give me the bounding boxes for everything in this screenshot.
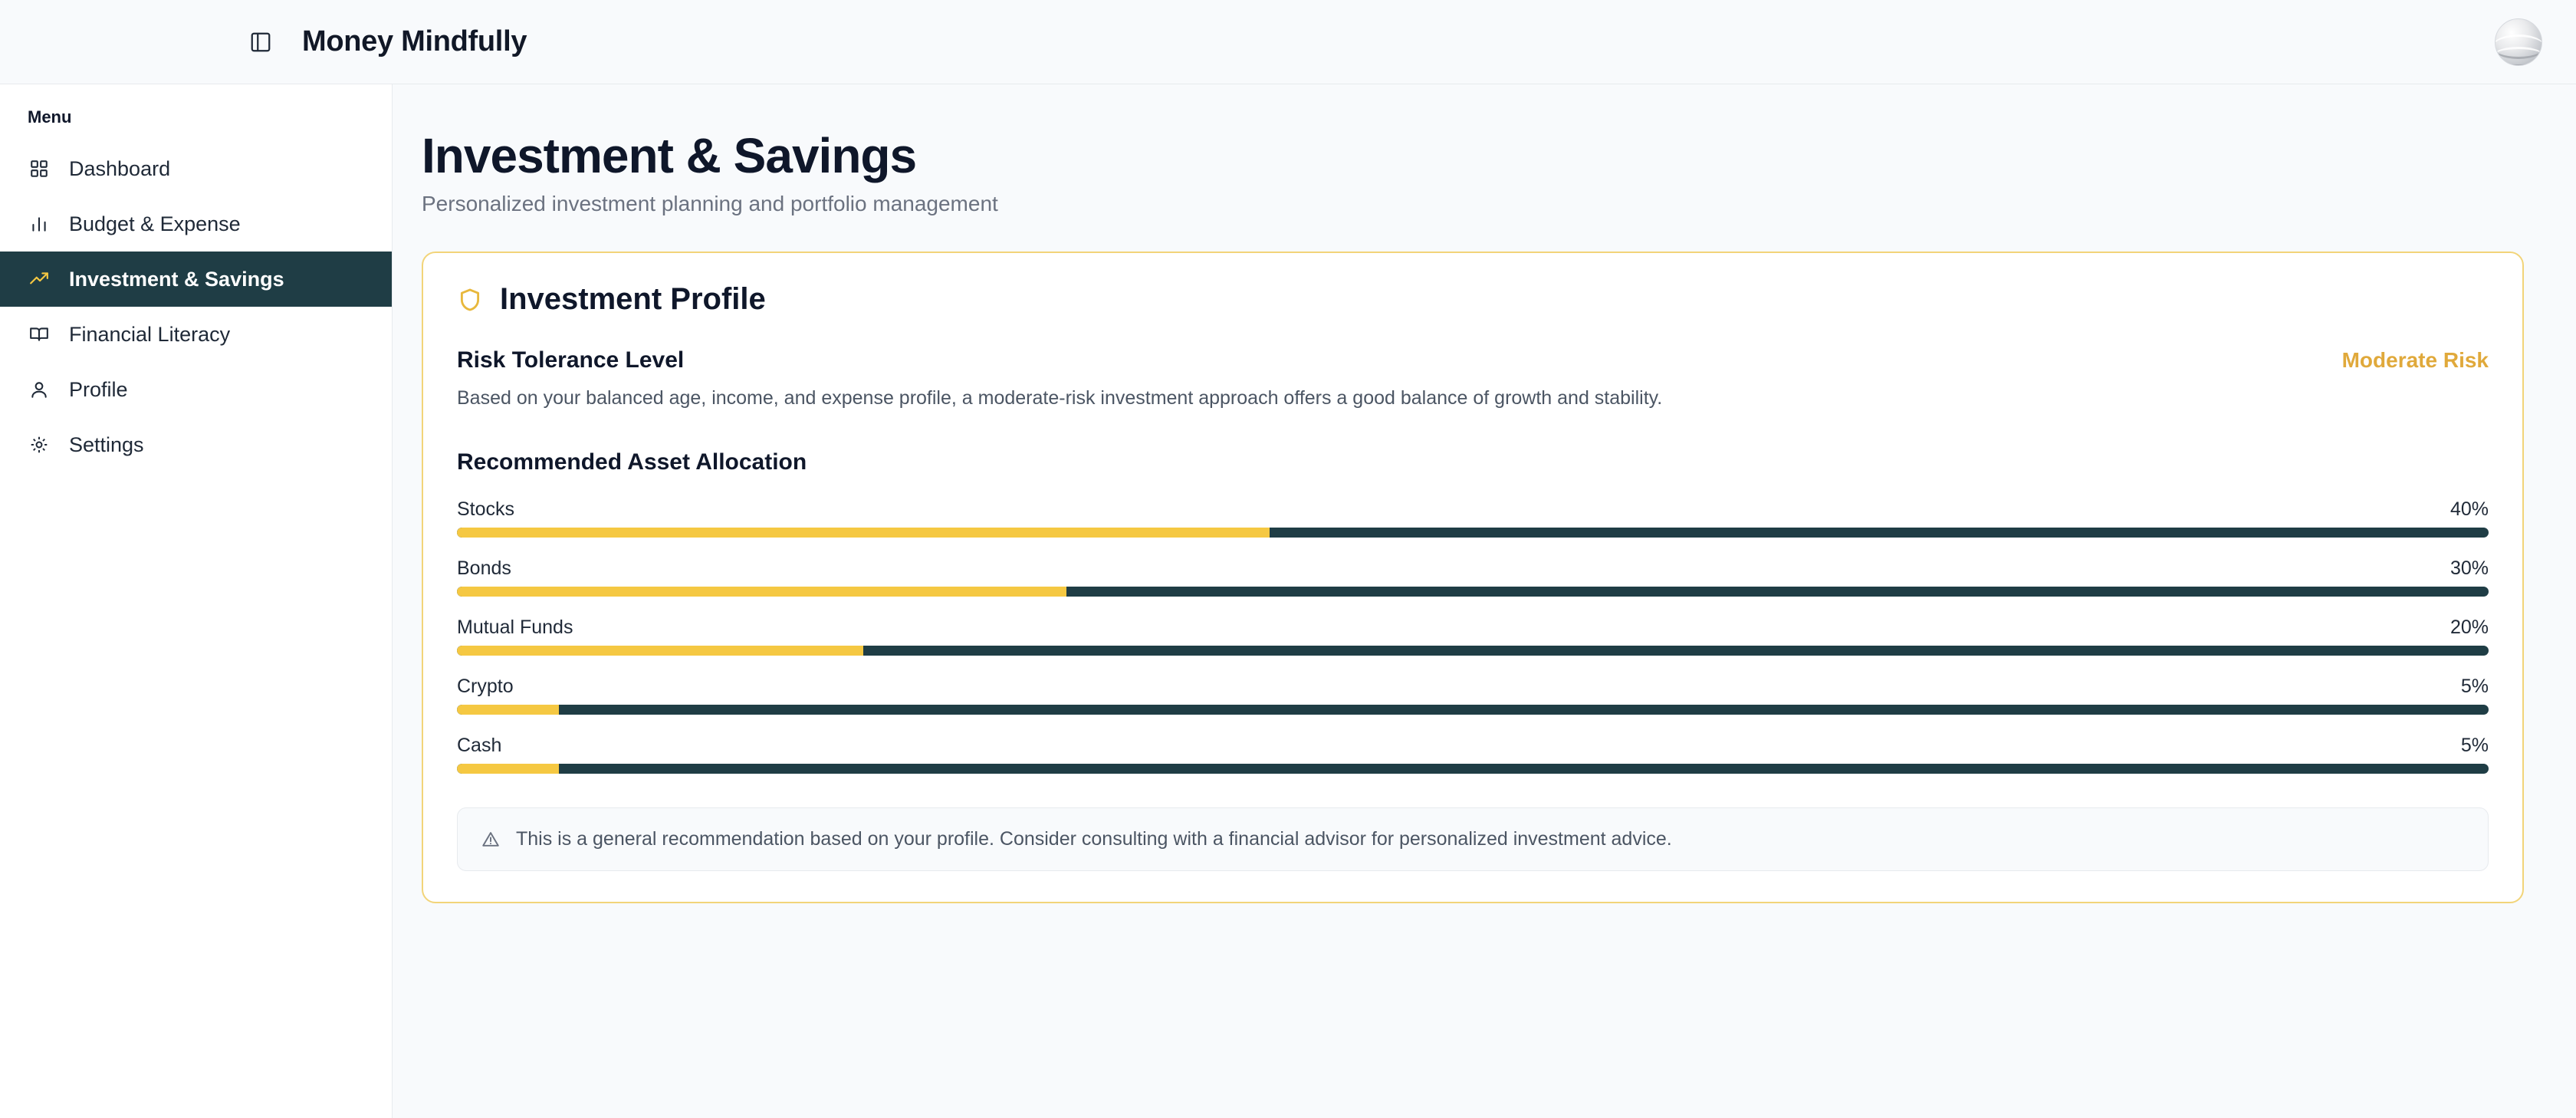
allocation-bar-track: [457, 646, 2489, 656]
sidebar-toggle-icon[interactable]: [245, 27, 276, 58]
sidebar-item-profile[interactable]: [0, 362, 392, 417]
sidebar-item-label: Investment & Savings: [69, 267, 284, 291]
grid-icon: [28, 157, 51, 180]
gear-icon: [28, 433, 51, 456]
trending-up-icon: [28, 268, 51, 291]
allocation-bar-fill: [457, 587, 1066, 597]
main-content: [393, 84, 2576, 1118]
allocation-name: Crypto: [457, 676, 514, 697]
bar-chart-icon: [28, 212, 51, 235]
sidebar: [0, 84, 393, 1118]
warning-triangle-icon: [481, 830, 501, 850]
list-item: [457, 735, 2489, 774]
investment-profile-card: [422, 252, 2524, 903]
allocation-value: 5%: [2460, 676, 2489, 697]
disclaimer-text: This is a general recommendation based on your profile. Consider consulting with a financial advisor for personalized investment advice.: [516, 828, 1672, 850]
sidebar-item-label: Settings: [69, 432, 144, 456]
allocation-name: Stocks: [457, 498, 515, 520]
list-item: [457, 676, 2489, 715]
risk-tolerance-label: Risk Tolerance Level: [457, 347, 685, 373]
sidebar-item-label: Budget & Expense: [69, 212, 241, 235]
allocation-bar-track: [457, 705, 2489, 715]
sidebar-item-label: Financial Literacy: [69, 322, 231, 346]
sidebar-nav: [0, 141, 392, 472]
app-body: [0, 84, 2576, 1118]
list-item: [457, 557, 2489, 597]
allocation-value: 20%: [2450, 617, 2489, 638]
allocation-name: Bonds: [457, 557, 511, 579]
list-item: [457, 617, 2489, 656]
allocation-bar-track: [457, 587, 2489, 597]
allocation-value: 5%: [2460, 735, 2489, 756]
allocation-bar-track: [457, 528, 2489, 538]
top-bar: [0, 0, 2576, 84]
sidebar-item-settings[interactable]: [0, 417, 392, 472]
card-header: [457, 282, 2489, 317]
sidebar-item-financial-literacy[interactable]: [0, 307, 392, 362]
allocation-value: 40%: [2450, 498, 2489, 520]
sidebar-item-label: Dashboard: [69, 156, 171, 180]
top-bar-right: [2495, 18, 2542, 66]
allocation-bar-fill: [457, 646, 863, 656]
app-title: Money Mindfully: [302, 25, 527, 58]
allocation-name: Cash: [457, 735, 502, 756]
card-title: Investment Profile: [500, 282, 766, 316]
sidebar-item-label: Profile: [69, 377, 128, 401]
sidebar-item-dashboard[interactable]: [0, 141, 392, 196]
allocation-title: Recommended Asset Allocation: [457, 449, 807, 475]
allocation-bar-fill: [457, 764, 559, 774]
sidebar-menu-label: Menu: [28, 107, 72, 127]
status-badge: Moderate Risk: [2341, 348, 2489, 372]
page-title: Investment & Savings: [422, 128, 917, 183]
allocation-bar-fill: [457, 528, 1270, 538]
allocation-bar-track: [457, 764, 2489, 774]
allocation-list: [457, 498, 2489, 774]
disclaimer-note: [457, 807, 2489, 871]
allocation-name: Mutual Funds: [457, 617, 573, 638]
page-subtitle: Personalized investment planning and portfolio management: [422, 192, 998, 215]
book-open-icon: [28, 323, 51, 346]
sidebar-item-investment-savings[interactable]: [0, 252, 392, 307]
list-item: [457, 498, 2489, 538]
shield-icon: [457, 287, 483, 313]
risk-tolerance-row: [457, 347, 2489, 373]
allocation-value: 30%: [2450, 557, 2489, 579]
sidebar-item-budget-expense[interactable]: [0, 196, 392, 252]
allocation-bar-fill: [457, 705, 559, 715]
user-icon: [28, 378, 51, 401]
avatar[interactable]: [2495, 18, 2542, 66]
risk-tolerance-description: Based on your balanced age, income, and expense profile, a moderate-risk investment approach offers a good balance of growth and stability.: [457, 387, 1663, 409]
